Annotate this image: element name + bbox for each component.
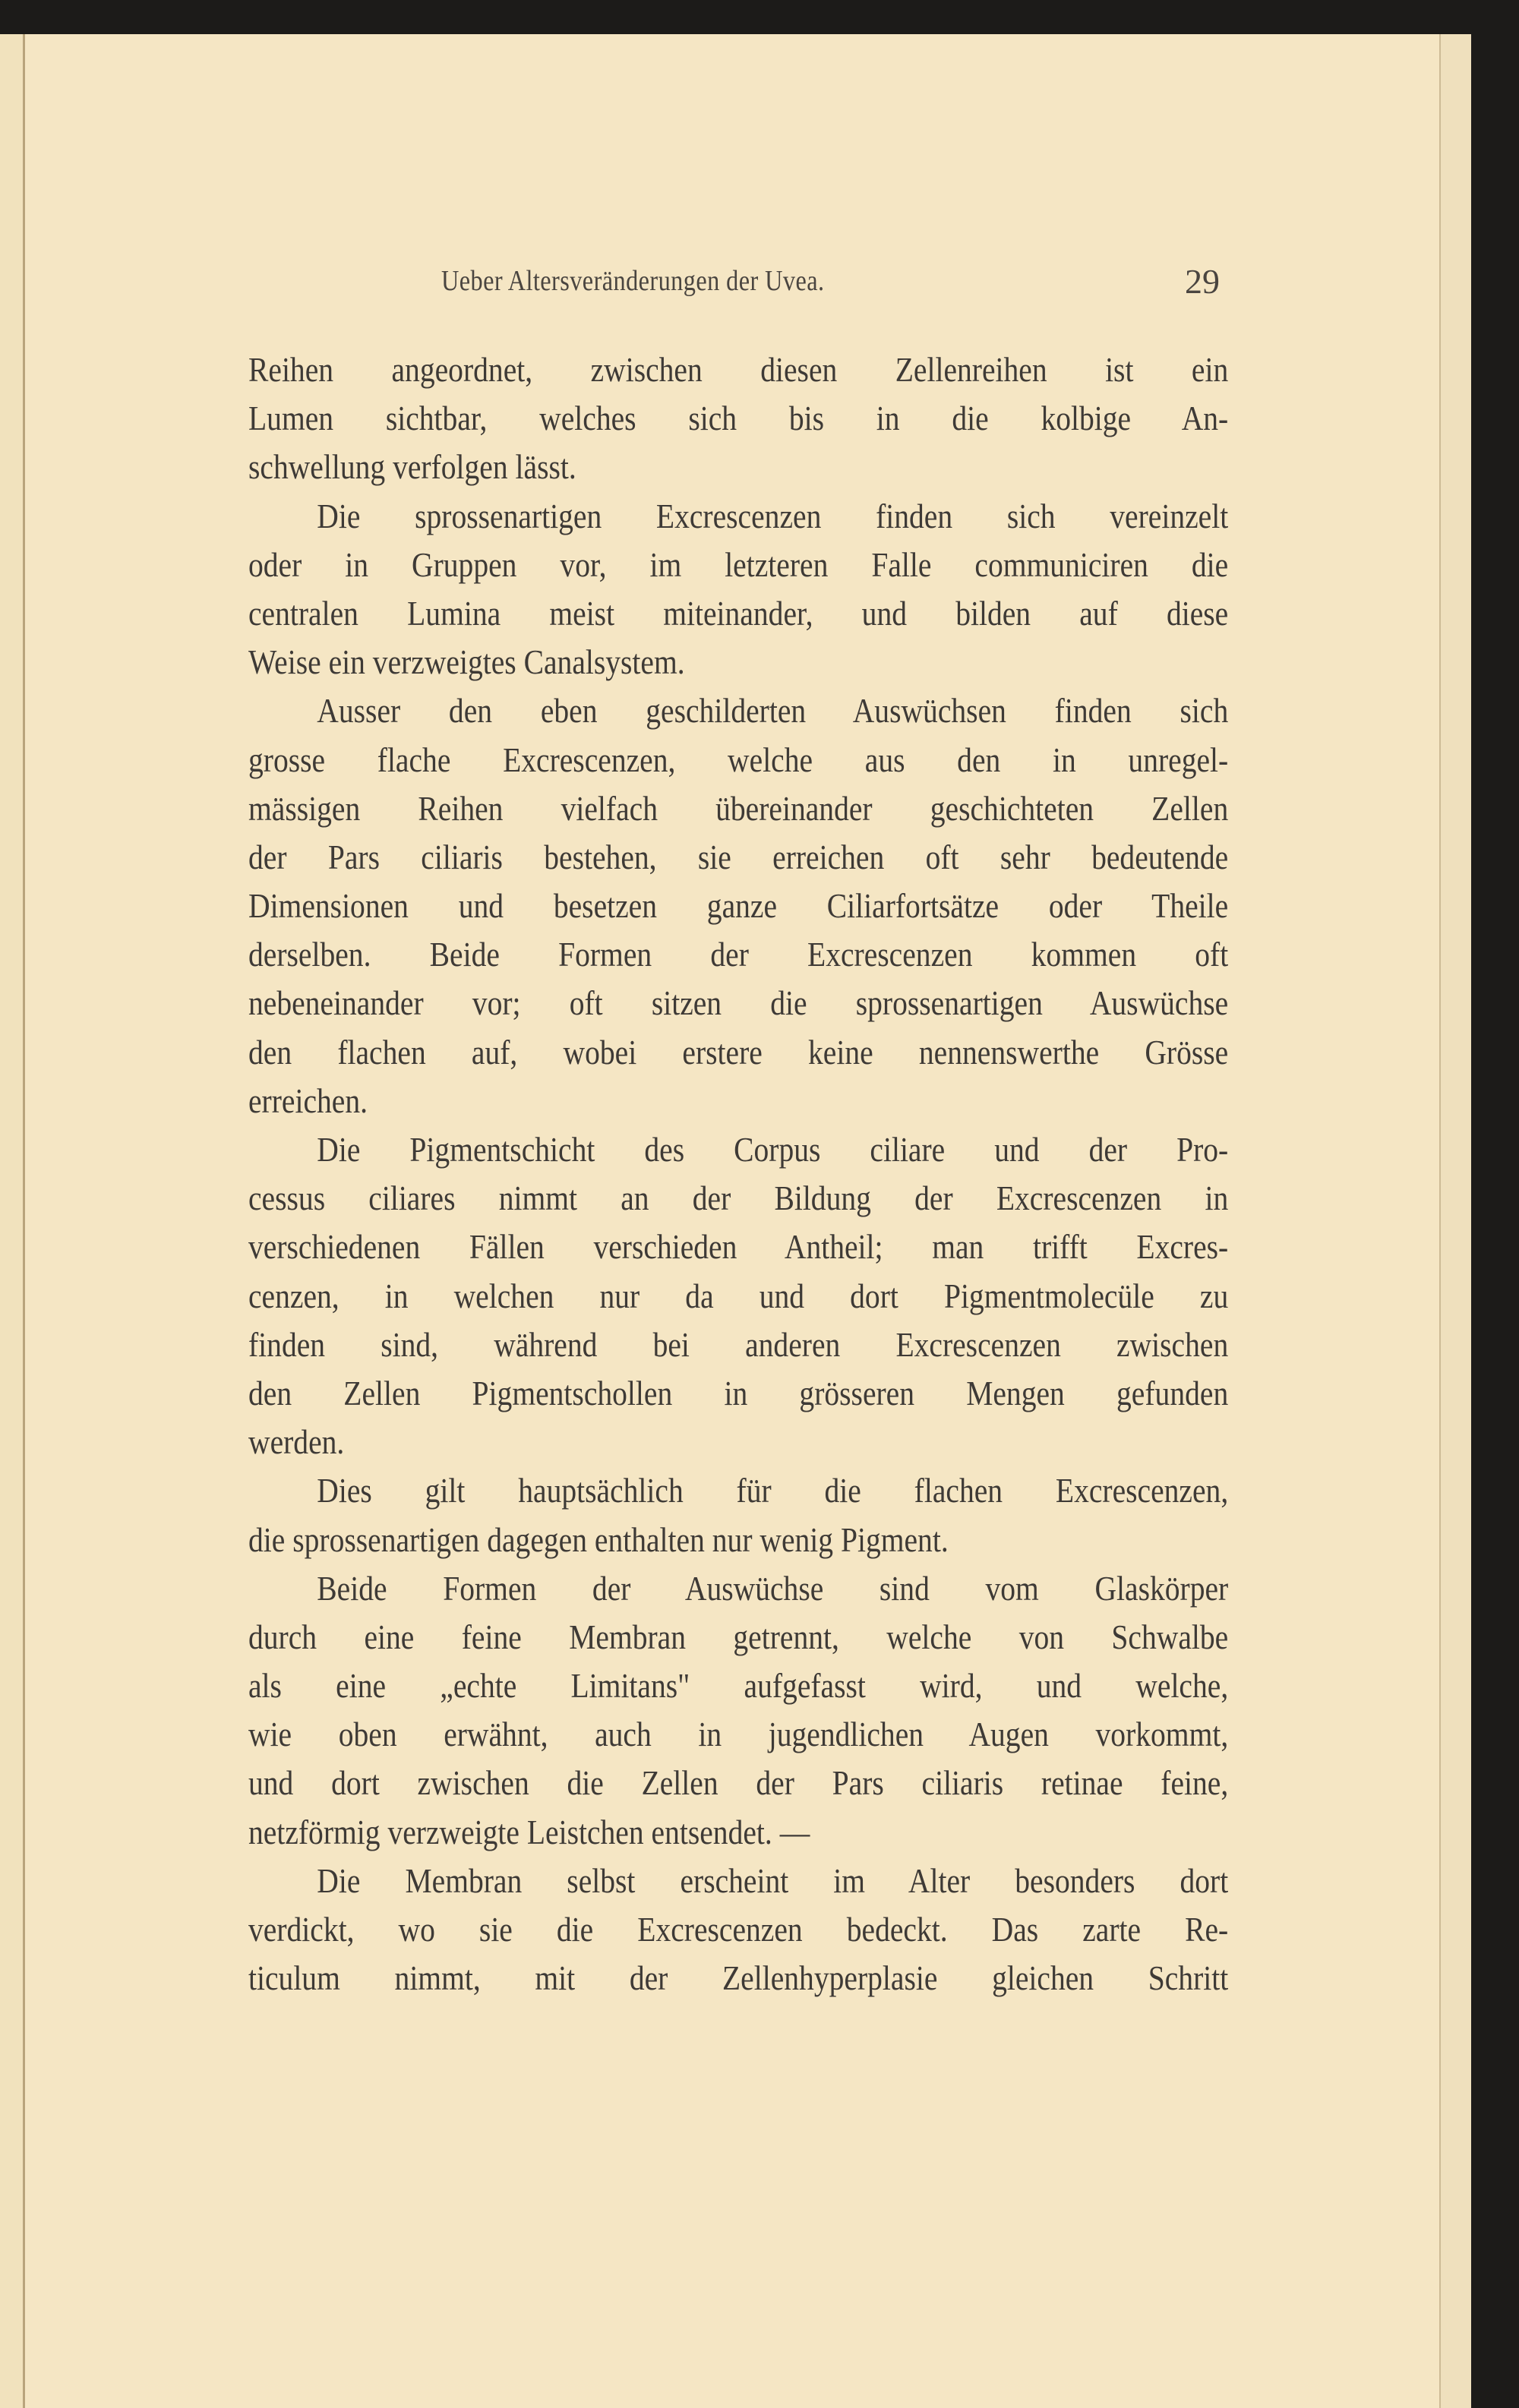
text-line: und dort zwischen die Zellen der Pars ciliaris retinae feine, bbox=[248, 1763, 1229, 1803]
text-line: nebeneinander vor; oft sitzen die sprossenartigen Auswüchse bbox=[248, 983, 1229, 1023]
text-line: als eine „echte Limitans" aufgefasst wird, und welche, bbox=[248, 1666, 1229, 1706]
text-line: Lumen sichtbar, welches sich bis in die kolbige An- bbox=[248, 399, 1229, 438]
text-line: verdickt, wo sie die Excrescenzen bedeckt. Das zarte Re- bbox=[248, 1910, 1229, 1949]
text-line: grosse flache Excrescenzen, welche aus den in unregel- bbox=[248, 740, 1229, 779]
text-line: durch eine feine Membran getrennt, welche von Schwalbe bbox=[248, 1617, 1229, 1656]
text-line: cessus ciliares nimmt an der Bildung der Excrescenzen in bbox=[248, 1179, 1229, 1218]
text-line: den flachen auf, wobei erstere keine nennenswerthe Grösse bbox=[248, 1032, 1229, 1071]
text-line: den Zellen Pigmentschollen in grösseren Mengen gefunden bbox=[248, 1373, 1229, 1412]
text-line: Die sprossenartigen Excrescenzen finden sich vereinzelt bbox=[317, 496, 1229, 535]
text-line: die sprossenartigen dagegen enthalten nur wenig Pigment. bbox=[248, 1520, 949, 1559]
running-head-title: Ueber Altersveränderungen der Uvea. bbox=[441, 265, 825, 297]
text-line: oder in Gruppen vor, im letzteren Falle communiciren die bbox=[248, 544, 1229, 584]
text-line: wie oben erwähnt, auch in jugendlichen Augen vorkommt, bbox=[248, 1715, 1229, 1754]
body-text bbox=[248, 346, 1228, 2002]
paragraph bbox=[248, 346, 1228, 492]
facing-page-edge bbox=[0, 34, 25, 2408]
text-line: schwellung verfolgen lässt. bbox=[248, 447, 576, 487]
page-number: 29 bbox=[1185, 262, 1220, 301]
paragraph bbox=[248, 492, 1228, 687]
paragraph bbox=[248, 1466, 1228, 1564]
text-line: der Pars ciliaris bestehen, sie erreichen oft sehr bedeutende bbox=[248, 837, 1229, 876]
text-line: centralen Lumina meist miteinander, und bilden auf diese bbox=[248, 593, 1229, 633]
text-line: werden. bbox=[248, 1422, 345, 1462]
text-line: verschiedenen Fällen verschieden Antheil; man trifft Excres- bbox=[248, 1227, 1229, 1267]
text-line: Die Membran selbst erscheint im Alter besonders dort bbox=[317, 1860, 1229, 1900]
text-line: netzförmig verzweigte Leistchen entsendet. — bbox=[248, 1812, 810, 1851]
paragraph bbox=[248, 1857, 1228, 2003]
paragraph bbox=[248, 1564, 1228, 1857]
paragraph bbox=[248, 686, 1228, 1125]
running-head bbox=[25, 264, 1439, 310]
text-line: mässigen Reihen vielfach übereinander geschichteten Zellen bbox=[248, 788, 1229, 828]
text-line: cenzen, in welchen nur da und dort Pigmentmolecüle zu bbox=[248, 1276, 1229, 1315]
text-line: Dies gilt hauptsächlich für die flachen Excrescenzen, bbox=[317, 1471, 1229, 1510]
text-line: ticulum nimmt, mit der Zellenhyperplasie gleichen Schritt bbox=[248, 1958, 1229, 1998]
text-line: derselben. Beide Formen der Excrescenzen kommen oft bbox=[248, 935, 1229, 974]
page-stack-edge bbox=[1439, 34, 1471, 2408]
text-line: Dimensionen und besetzen ganze Ciliarfortsätze oder Theile bbox=[248, 886, 1229, 926]
text-line: Reihen angeordnet, zwischen diesen Zellenreihen ist ein bbox=[248, 350, 1229, 389]
text-line: Die Pigmentschicht des Corpus ciliare und der Pro- bbox=[317, 1130, 1229, 1169]
text-line: erreichen. bbox=[248, 1081, 368, 1120]
text-line: Beide Formen der Auswüchse sind vom Glaskörper bbox=[317, 1568, 1229, 1608]
text-line: Ausser den eben geschilderten Auswüchsen finden sich bbox=[317, 691, 1229, 731]
paragraph bbox=[248, 1125, 1228, 1466]
text-line: finden sind, während bei anderen Excrescenzen zwischen bbox=[248, 1324, 1229, 1364]
text-line: Weise ein verzweigtes Canalsystem. bbox=[248, 642, 685, 682]
